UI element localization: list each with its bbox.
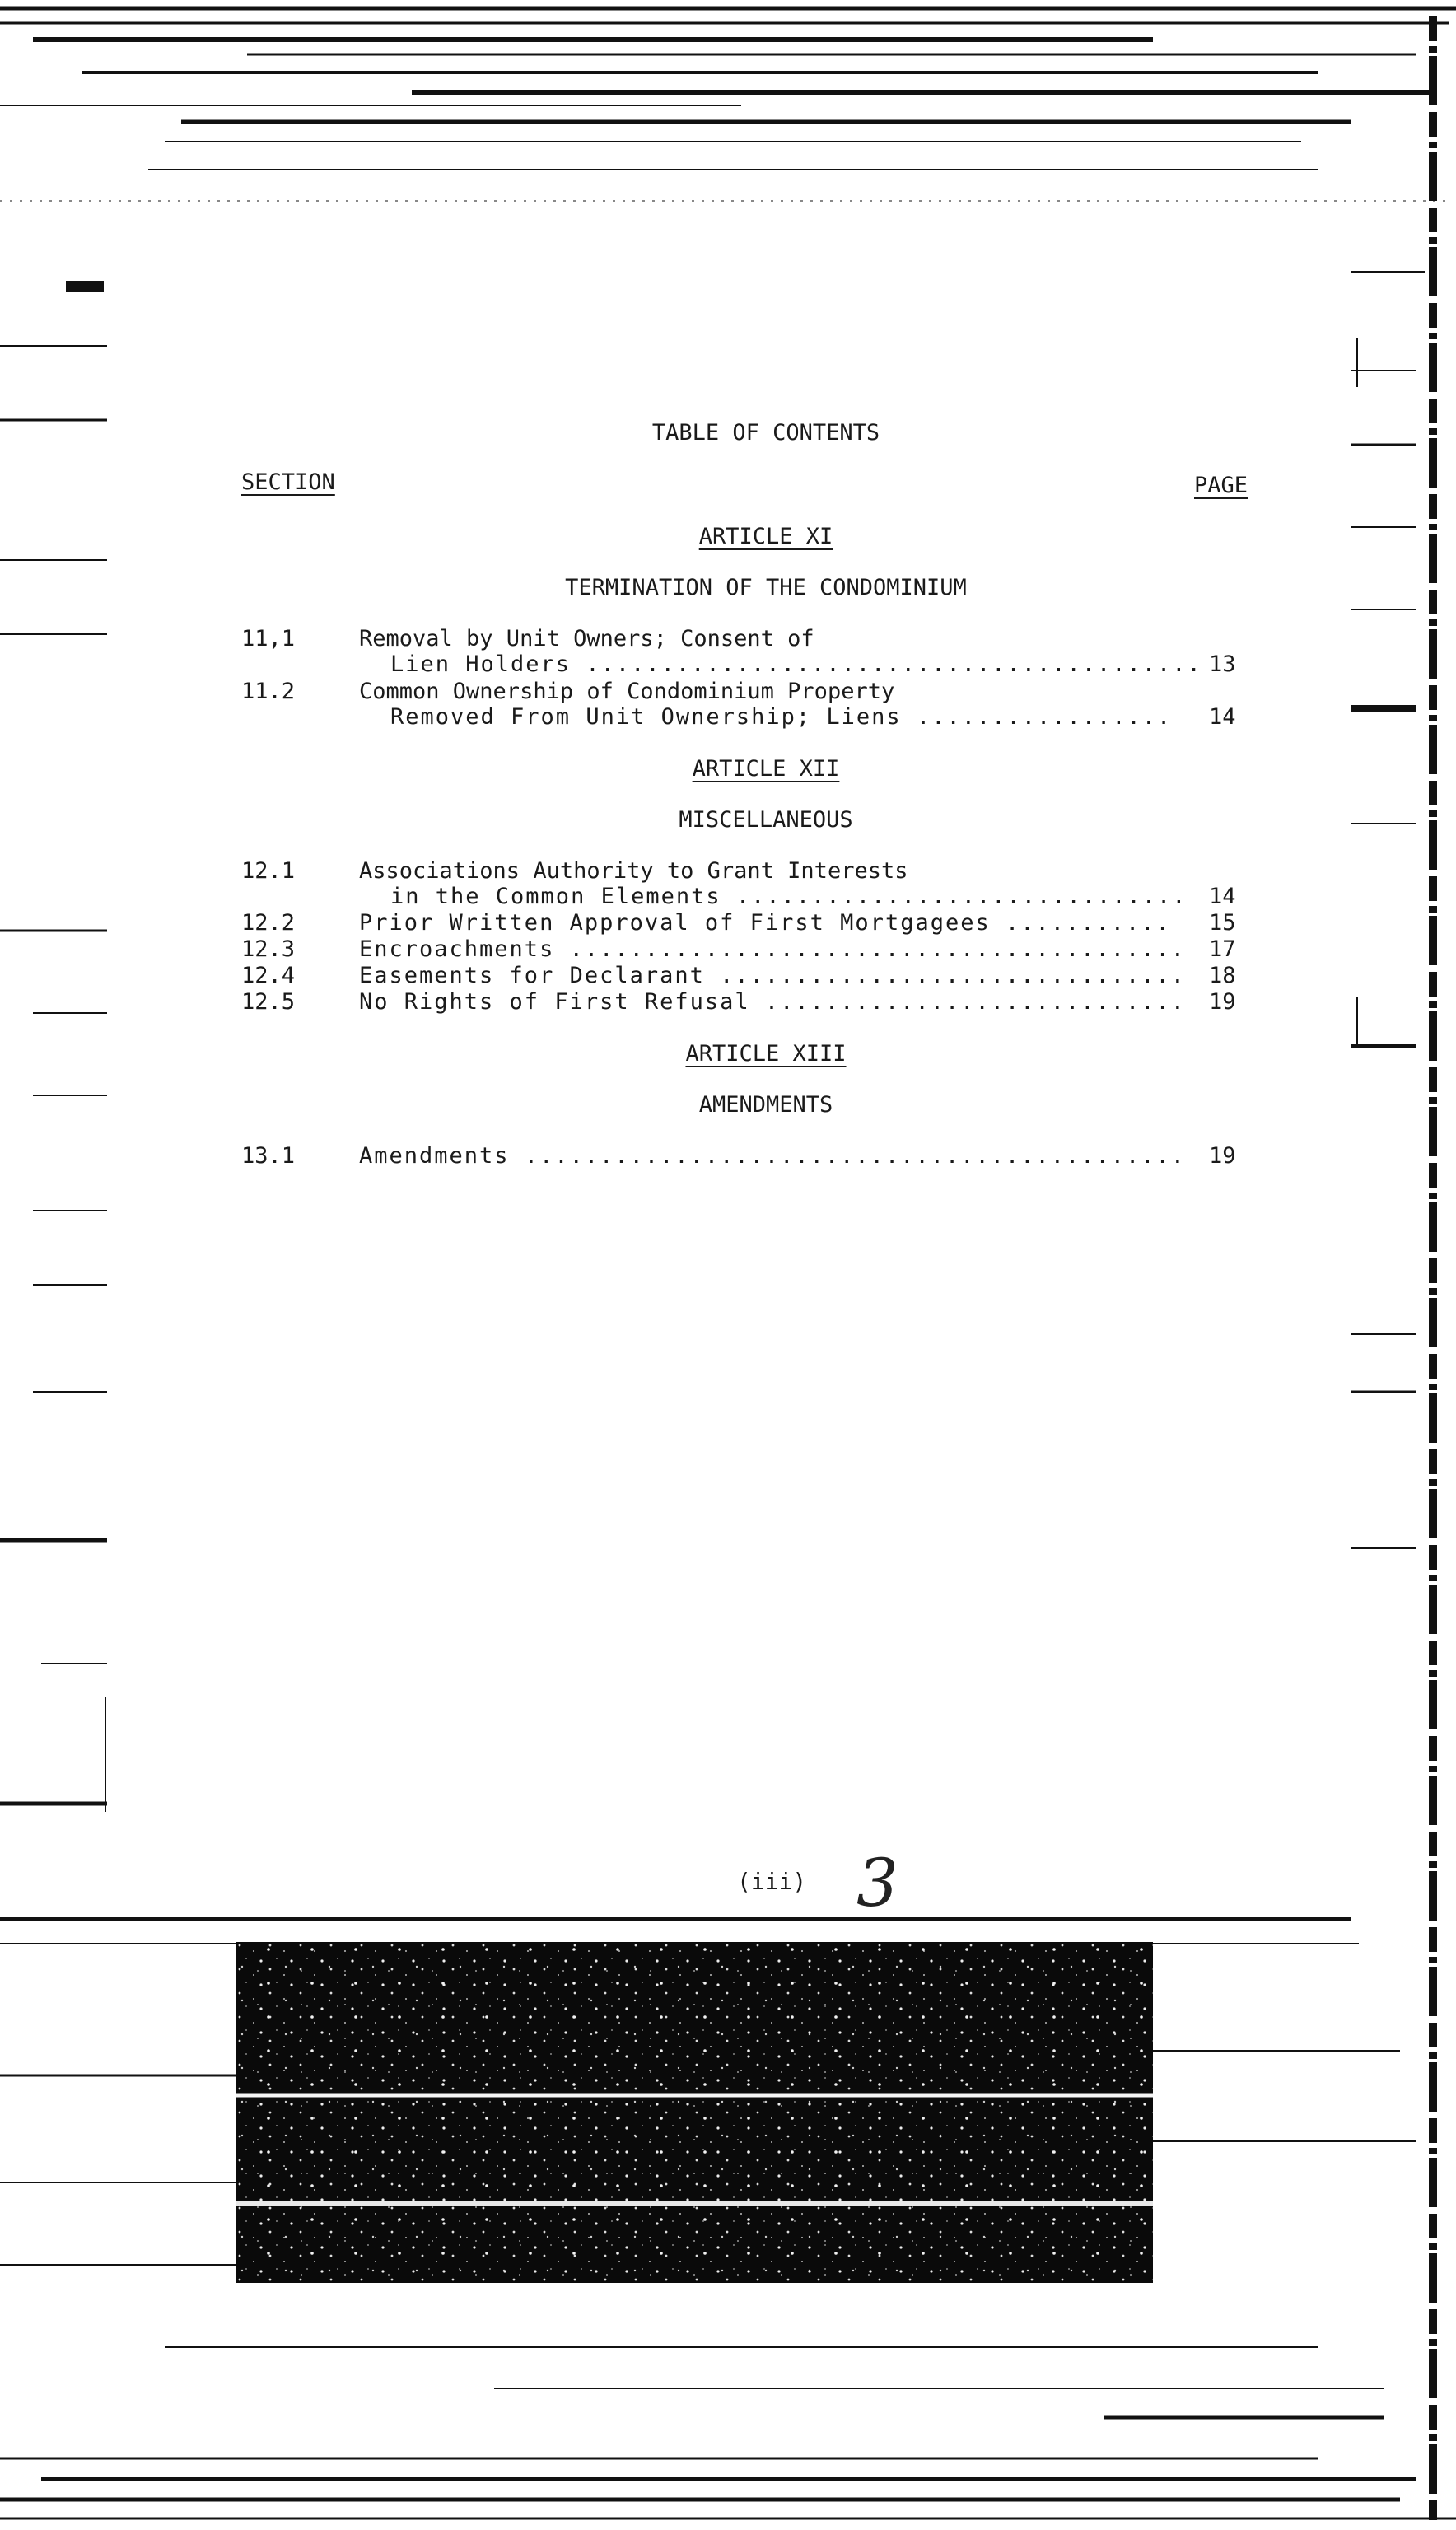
entry-page-number: 14	[1209, 884, 1236, 909]
entry-title: Associations Authority to Grant Interests	[359, 858, 908, 884]
toc-title: TABLE OF CONTENTS	[651, 420, 880, 446]
entry-section-number: 13.1	[241, 1143, 296, 1169]
article-heading: ARTICLE XI	[698, 524, 833, 549]
entry-title: Amendments ............................................	[359, 1143, 1187, 1169]
entry-title: Easements for Declarant ...............................	[359, 963, 1187, 988]
entry-title: Prior Written Approval of First Mortgagees ...........	[359, 910, 1171, 936]
section-column-header: SECTION	[241, 469, 335, 495]
entry-section-number: 12.1	[241, 858, 296, 884]
entry-page-number: 18	[1209, 963, 1236, 988]
entry-title-continuation: Removed From Unit Ownership; Liens .................	[390, 704, 1173, 730]
article-subheading: MISCELLANEOUS	[679, 807, 853, 833]
black-scan-block	[236, 1942, 1153, 2283]
entry-page-number: 15	[1209, 910, 1236, 936]
page-number: (iii)	[737, 1868, 807, 1895]
entry-title: Removal by Unit Owners; Consent of	[359, 626, 814, 651]
entry-section-number: 12.2	[241, 910, 296, 936]
entry-page-number: 17	[1209, 936, 1236, 962]
entry-section-number: 12.5	[241, 989, 296, 1015]
page-column-header: PAGE	[1194, 473, 1248, 498]
handwritten-page-number: 3	[856, 1845, 898, 1921]
entry-section-number: 12.4	[241, 963, 296, 988]
entry-title: Common Ownership of Condominium Property	[359, 679, 895, 704]
entry-page-number: 19	[1209, 1143, 1236, 1169]
entry-page-number: 14	[1209, 704, 1236, 730]
entry-title-continuation: Lien Holders .........................................	[390, 651, 1202, 677]
entry-section-number: 11,1	[241, 626, 296, 651]
entry-page-number: 13	[1209, 651, 1236, 677]
article-subheading: AMENDMENTS	[698, 1092, 833, 1118]
entry-section-number: 12.3	[241, 936, 296, 962]
article-heading: ARTICLE XII	[692, 756, 840, 782]
entry-page-number: 19	[1209, 989, 1236, 1015]
article-heading: ARTICLE XIII	[685, 1041, 847, 1067]
entry-title: Encroachments .........................................	[359, 936, 1187, 962]
article-subheading: TERMINATION OF THE CONDOMINIUM	[565, 575, 967, 600]
entry-section-number: 11.2	[241, 679, 296, 704]
entry-title: No Rights of First Refusal ............................	[359, 989, 1187, 1015]
entry-title-continuation: in the Common Elements ..............................	[390, 884, 1188, 909]
